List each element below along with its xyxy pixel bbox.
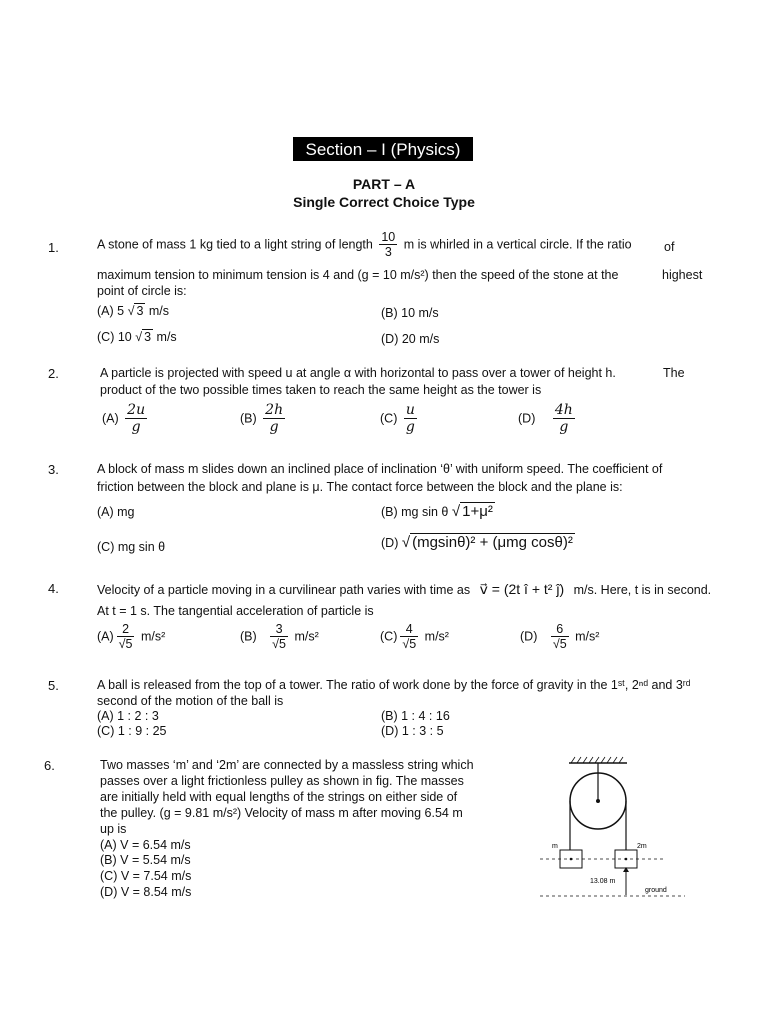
question-number: 3.	[48, 462, 59, 477]
unit: m/s	[148, 304, 170, 318]
question-text: passes over a light frictionless pulley as shown in fig. The masses	[100, 774, 464, 788]
unit: m/s²	[294, 629, 319, 644]
option-d[interactable]: (D) 20 m/s	[381, 332, 440, 346]
option-a[interactable]	[97, 622, 165, 651]
option-label: (C) 10	[97, 330, 132, 344]
question-text	[97, 581, 711, 598]
label-2m: 2m	[637, 843, 647, 850]
question-text: the pulley. (g = 9.81 m/s²) Velocity of mass m after moving 6.54 m	[100, 806, 463, 820]
option-d[interactable]	[381, 534, 575, 551]
radicand: 3	[136, 304, 144, 318]
text-part: of	[664, 240, 675, 254]
question-number: 5.	[48, 678, 59, 693]
ceiling-hatch	[571, 757, 623, 763]
velocity-equation: v⃗ = (2t î + t² ĵ)	[479, 581, 565, 597]
fraction	[553, 402, 575, 435]
sqrt: √ 1+μ²	[451, 503, 493, 520]
text-part: highest	[662, 268, 703, 282]
part-title: PART – A	[352, 176, 416, 192]
option-label: (A)	[102, 411, 119, 426]
fraction	[400, 622, 418, 651]
label-m: m	[552, 843, 558, 850]
denominator: g	[125, 418, 147, 435]
question-text: A particle is projected with speed u at angle α with horizontal to pass over a tower of height h.	[100, 366, 616, 380]
fraction	[270, 622, 288, 651]
numerator: 2u	[127, 402, 146, 418]
text-part: m/s. Here, t is in second.	[573, 583, 712, 597]
option-a[interactable]	[97, 304, 169, 318]
numerator: 2h	[265, 402, 284, 418]
unit: m/s²	[140, 629, 166, 644]
option-b[interactable]	[381, 503, 495, 520]
question-text: A block of mass m slides down an inclined place of inclination ‘θ’ with uniform speed. The coefficient of	[97, 462, 663, 476]
option-c[interactable]	[97, 330, 177, 344]
option-a[interactable]: (A) mg	[97, 505, 135, 519]
length-fraction	[379, 230, 397, 259]
question-text	[97, 230, 632, 259]
numerator: 4h	[554, 402, 573, 418]
option-d[interactable]: (D) 1 : 3 : 5	[381, 724, 444, 738]
denominator: g	[404, 418, 417, 435]
question-text: Two masses ‘m’ and ‘2m’ are connected by a massless string which	[100, 758, 474, 772]
fraction	[551, 622, 569, 651]
question-text: point of circle is:	[97, 284, 187, 298]
option-d[interactable]: (D) V = 8.54 m/s	[100, 885, 192, 899]
question-type-title: Single Correct Choice Type	[293, 194, 475, 210]
option-c[interactable]: (C) mg sin θ	[97, 540, 166, 554]
question-text: At t = 1 s. The tangential acceleration of particle is	[97, 604, 374, 618]
sqrt: √ (mgsinθ)² + (μmg cosθ)²	[401, 534, 573, 551]
question-number: 2.	[48, 366, 59, 381]
sqrt: √ 3	[135, 330, 152, 344]
question-text: product of the two possible times taken to reach the same height as the tower is	[100, 383, 542, 397]
option-label: (A) 5	[97, 304, 125, 318]
question-number: 4.	[48, 581, 59, 596]
option-label: (B)	[240, 411, 257, 426]
denominator: 3	[379, 244, 397, 259]
denominator: √5	[552, 637, 567, 651]
option-a[interactable]: (A) V = 6.54 m/s	[100, 838, 191, 852]
denominator: √5	[402, 637, 417, 651]
option-label: (A)	[97, 629, 114, 644]
text-part: A stone of mass 1 kg tied to a light string of length	[97, 237, 373, 252]
option-c[interactable]	[380, 622, 449, 651]
fraction	[404, 402, 417, 435]
question-text: A ball is released from the top of a tower. The ratio of work done by the force of gravity in the 1ˢᵗ, 2ⁿᵈ and 3ʳᵈ	[97, 678, 691, 692]
numerator: 10	[381, 230, 396, 244]
numerator: u	[405, 402, 415, 418]
denominator: g	[263, 418, 285, 435]
option-label: (D)	[520, 629, 538, 644]
pulley-axle	[596, 799, 600, 803]
fraction	[117, 622, 135, 651]
sqrt: √ 3	[127, 304, 144, 318]
radicand: 1+μ²	[462, 503, 493, 520]
option-d[interactable]	[520, 622, 599, 651]
option-b[interactable]: (B) 10 m/s	[381, 306, 439, 320]
numerator: 3	[275, 622, 283, 636]
fraction	[263, 402, 285, 435]
radicand: (mgsinθ)² + (μmg cosθ)²	[412, 534, 573, 551]
option-label: (C)	[380, 411, 398, 426]
numerator: 2	[122, 622, 130, 636]
unit: m/s²	[424, 629, 449, 644]
option-d[interactable]	[518, 402, 578, 435]
question-number: 1.	[48, 240, 59, 255]
option-b[interactable]: (B) V = 5.54 m/s	[100, 853, 191, 867]
question-text: maximum tension to minimum tension is 4 and (g = 10 m/s²) then the speed of the stone at the	[97, 268, 619, 282]
option-b[interactable]	[240, 622, 319, 651]
option-label: (C)	[380, 629, 398, 644]
denominator: g	[553, 418, 575, 435]
radicand: 3	[144, 330, 152, 344]
section-title: Section – I (Physics)	[293, 137, 473, 161]
unit: m/s	[156, 330, 177, 344]
question-text: friction between the block and plane is μ. The contact force between the block and the plane is:	[97, 480, 623, 494]
question-number: 6.	[44, 758, 55, 773]
numerator: 4	[405, 622, 413, 636]
text-part: m is whirled in a vertical circle. If the ratio	[403, 237, 632, 252]
option-label: (D)	[381, 536, 399, 550]
option-c[interactable]	[380, 402, 420, 435]
question-text: are initially held with equal lengths of the strings on either side of	[100, 790, 458, 804]
question-text: second of the motion of the ball is	[97, 694, 284, 708]
option-label: (B)	[240, 629, 257, 644]
option-b[interactable]: (B) 1 : 4 : 16	[381, 709, 450, 723]
option-c[interactable]: (C) 1 : 9 : 25	[97, 724, 167, 738]
label-ground: ground	[645, 887, 667, 894]
option-b[interactable]	[240, 402, 288, 435]
denominator: √5	[272, 637, 286, 651]
text-part: Velocity of a particle moving in a curvilinear path varies with time as	[97, 583, 471, 597]
option-a[interactable]	[102, 402, 150, 435]
question-text: up is	[100, 822, 127, 836]
label-height: 13.08 m	[590, 878, 616, 885]
unit: m/s²	[575, 629, 600, 644]
denominator: √5	[118, 637, 133, 651]
option-c[interactable]: (C) V = 7.54 m/s	[100, 869, 192, 883]
numerator: 6	[556, 622, 564, 636]
text-part: The	[663, 366, 685, 380]
option-label: (B) mg sin θ	[381, 505, 449, 519]
fraction	[125, 402, 147, 435]
pulley-figure	[535, 755, 695, 905]
option-label: (D)	[518, 411, 536, 426]
option-a[interactable]: (A) 1 : 2 : 3	[97, 709, 159, 723]
